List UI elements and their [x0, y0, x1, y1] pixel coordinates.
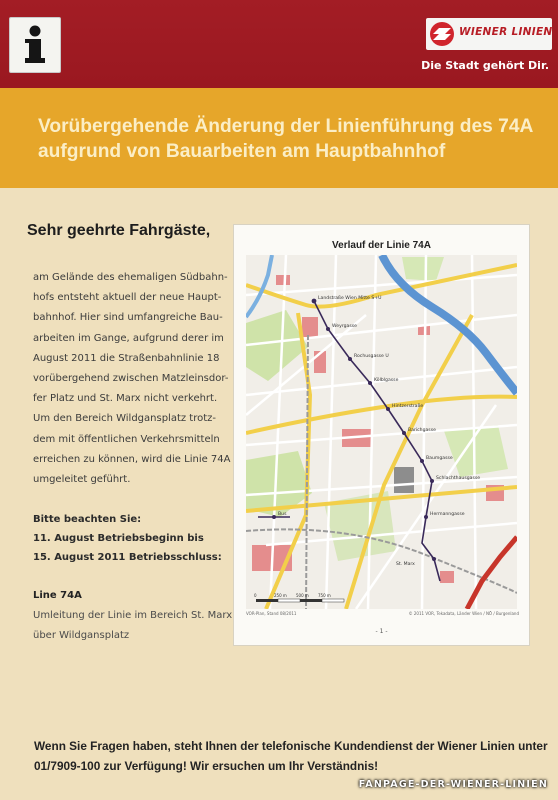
contact-note	[34, 736, 548, 776]
intro-line: arbeiten im Gange, aufgrund derer im	[33, 332, 224, 344]
intro-line: dem mit öffentlichen Verkehrsmitteln	[33, 433, 220, 445]
stop-label: Hintzerstraße	[392, 404, 424, 409]
line-name: Line 74A	[33, 590, 82, 601]
line-info	[33, 586, 243, 646]
service-period-start: 11. August Betriebsbeginn bis	[33, 533, 204, 544]
brand-name: WIENER LINIEN	[459, 26, 553, 38]
line-detail: über Wildgansplatz	[33, 630, 130, 641]
intro-line: bahnhof. Hier sind umfangreiche Bau-	[33, 312, 223, 324]
route-map-graphic	[246, 255, 517, 609]
service-period-end: 15. August 2011 Betriebsschluss:	[33, 552, 222, 563]
map-copyright: © 2011 VOR, Tekadata, Länder Wien / NÖ / Burgenland	[408, 611, 519, 616]
intro-line: vorübergehend zwischen Matzleinsdor-	[33, 373, 229, 385]
route-stop	[272, 515, 276, 519]
map-title: Verlauf der Linie 74A	[332, 240, 431, 251]
title-band	[0, 88, 558, 188]
route-stop	[402, 431, 406, 435]
map-footer	[246, 611, 519, 621]
route-stop	[432, 557, 436, 561]
intro-paragraph	[33, 268, 231, 490]
service-period-heading: Bitte beachten Sie:	[33, 514, 142, 525]
scale-label: 750 m	[318, 593, 331, 598]
intro-line: Um den Bereich Wildgansplatz trotz-	[33, 413, 217, 425]
route-stop	[420, 459, 424, 463]
landmark-block	[302, 317, 318, 337]
intro-line: umgeleitet geführt.	[33, 474, 131, 486]
scale-label: 250 m	[274, 593, 287, 598]
stop-label: Barichgasse	[408, 428, 436, 433]
wiener-linien-logo-icon	[430, 22, 454, 46]
watermark: FANPAGE-DER-WIENER-LINIEN	[358, 779, 548, 790]
contact-line: Wenn Sie Fragen haben, steht Ihnen der telefonische Kundendienst der Wiener Linien unter	[34, 739, 548, 753]
map-page-number: - 1 -	[375, 628, 388, 635]
intro-line: am Gelände des ehemaligen Südbahn-	[33, 272, 228, 283]
construction-site	[394, 467, 414, 493]
intro-line: fer Platz und St. Marx nicht verkehrt.	[33, 393, 218, 405]
route-stop	[430, 479, 434, 483]
intro-line: hofs entsteht aktuell der neue Haupt-	[33, 292, 222, 304]
route-stop	[348, 357, 352, 361]
route-stop	[424, 515, 428, 519]
service-period	[33, 510, 233, 567]
stop-label: Weyrgasse	[332, 324, 357, 329]
stop-label: Kölblgasse	[374, 378, 399, 383]
intro-line: August 2011 die Straßenbahnlinie 18	[33, 352, 220, 364]
landmark-block	[440, 571, 454, 583]
route-stop	[326, 327, 330, 331]
scale-label: 0	[254, 593, 257, 598]
route-stop	[312, 299, 317, 304]
stop-label: Landstraße Wien Mitte S+U	[318, 296, 382, 301]
stop-label: Hermanngasse	[430, 512, 465, 517]
slogan: Die Stadt gehört Dir.	[421, 59, 549, 72]
stop-label: Baumgasse	[426, 456, 453, 461]
map-footer-note: VOR-Plan, Stand 08/2011	[246, 611, 297, 616]
stop-label: St. Marx	[396, 562, 415, 567]
notice-title-line: Vorübergehende Änderung der Linienführung des 74A	[38, 116, 534, 137]
info-icon	[9, 17, 61, 73]
stop-label: Bus	[278, 512, 287, 517]
stop-label: Rochusgasse U	[354, 354, 389, 359]
header-bar	[0, 0, 558, 88]
landmark-block	[276, 275, 290, 285]
route-stop	[368, 381, 372, 385]
greeting: Sehr geehrte Fahrgäste,	[27, 222, 211, 239]
route-stop	[386, 407, 390, 411]
notice-title	[38, 114, 538, 164]
wiener-linien-logo	[426, 18, 552, 50]
notice-title-line: aufgrund von Bauarbeiten am Hauptbahnhof	[38, 141, 446, 162]
route-map	[233, 224, 530, 646]
intro-line: erreichen zu können, wird die Linie 74A	[33, 453, 231, 465]
line-detail: Umleitung der Linie im Bereich St. Marx	[33, 610, 233, 621]
stop-label: Schlachthausgasse	[436, 476, 481, 481]
contact-line: 01/7909-100 zur Verfügung! Wir ersuchen um Ihr Verständnis!	[34, 759, 379, 773]
scale-label: 500 m	[296, 593, 309, 598]
